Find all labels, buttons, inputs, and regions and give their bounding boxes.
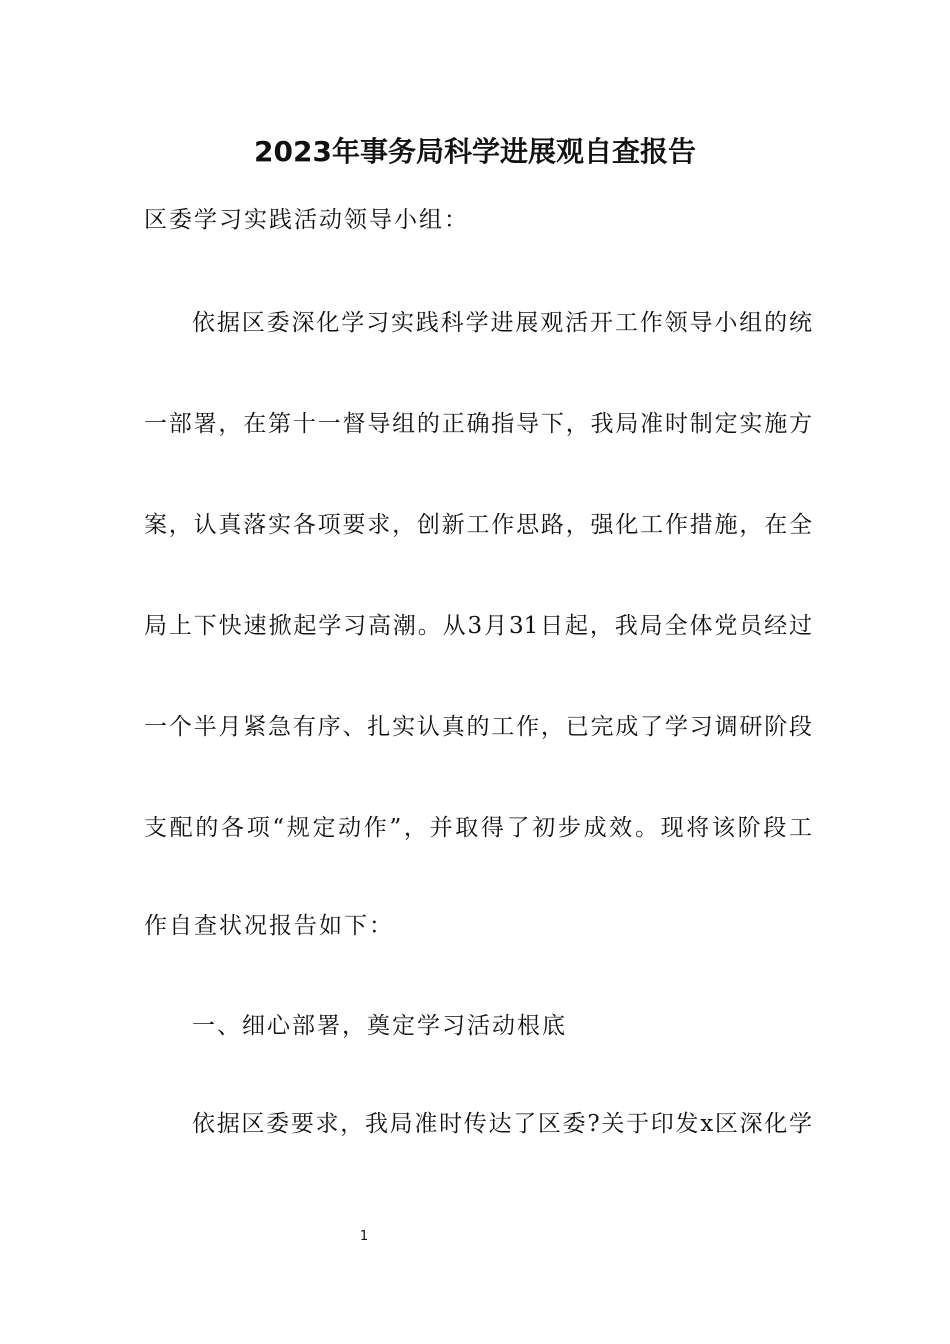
salutation: 区委学习实践活动领导小组： <box>144 207 469 233</box>
section-heading: 一、细心部署，奠定学习活动根底 <box>192 1013 567 1039</box>
paragraph-line: 案，认真落实各项要求，创新工作思路，强化工作措施，在全 <box>144 512 812 538</box>
paragraph-line: 一部署，在第十一督导组的正确指导下，我局准时制定实施方 <box>144 411 812 437</box>
page-title: 2023年事务局科学进展观自查报告 <box>254 135 696 168</box>
page-number: 1 <box>359 1229 369 1244</box>
paragraph-line: 依据区委深化学习实践科学进展观活开工作领导小组的统 <box>192 310 812 336</box>
paragraph-line: 局上下快速掀起学习高潮。从3月31日起，我局全体党员经过 <box>144 613 812 639</box>
paragraph-line: 支配的各项“规定动作”，并取得了初步成效。现将该阶段工 <box>144 815 812 841</box>
paragraph-line: 一个半月紧急有序、扎实认真的工作，已完成了学习调研阶段 <box>144 714 812 740</box>
paragraph-line: 依据区委要求，我局准时传达了区委?关于印发x区深化学 <box>192 1111 812 1137</box>
paragraph-line: 作自查状况报告如下： <box>144 913 394 939</box>
